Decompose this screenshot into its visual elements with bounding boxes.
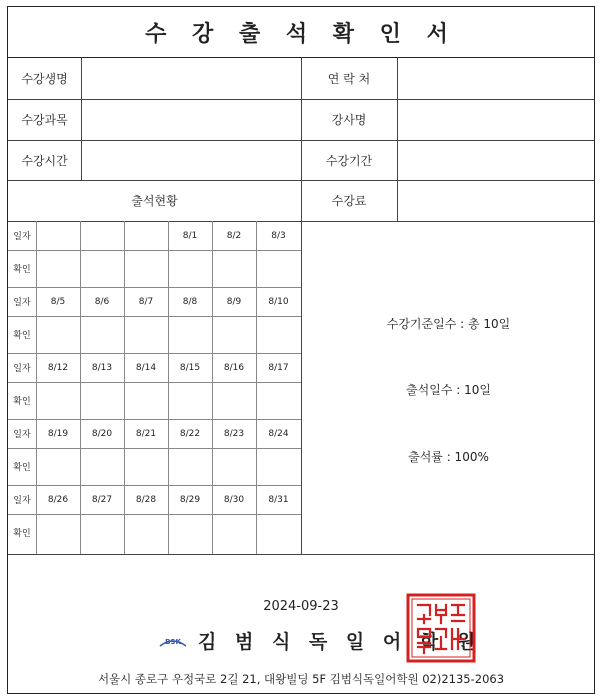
attendance-certificate (7, 6, 595, 694)
divider (8, 448, 301, 449)
date-cell: 8/17 (268, 362, 289, 373)
date-cell: 8/27 (91, 494, 113, 505)
issue-date: 2024-09-23 (263, 599, 339, 614)
divider (256, 221, 257, 554)
date-cell: 8/15 (179, 362, 201, 373)
date-cell: 8/30 (223, 494, 245, 505)
date-cell: 8/23 (223, 428, 245, 439)
attended-days-text: 출석일수 : 10일 (406, 383, 491, 397)
date-cell: 8/26 (47, 494, 69, 505)
contact-label: 연 락 처 (327, 71, 371, 86)
date-cell: 8/3 (271, 230, 286, 241)
divider (8, 250, 301, 251)
bsk-logo-icon (158, 632, 188, 650)
date-cell: 8/2 (226, 230, 242, 241)
divider (36, 221, 37, 554)
date-cell: 8/9 (226, 296, 242, 307)
date-cell: 8/1 (182, 230, 198, 241)
logo-text: BSK (165, 637, 181, 646)
date-cell: 8/14 (135, 362, 157, 373)
date-cell: 8/12 (47, 362, 69, 373)
period-label: 수강기간 (325, 153, 373, 168)
company-address: 서울시 종로구 우정국로 2길 21, 대왕빌딩 5F 김범식독일어학원 02)2135-2063 (97, 672, 505, 686)
check-row-label: 확인 (13, 265, 31, 275)
date-cell: 8/28 (135, 494, 157, 505)
date-cell: 8/13 (91, 362, 113, 373)
date-cell: 8/8 (182, 296, 198, 307)
date-cell: 8/21 (135, 428, 157, 439)
base-days-text: 수강기준일수 : 총 10일 (386, 317, 511, 331)
divider (397, 57, 398, 221)
time-label: 수강시간 (21, 153, 68, 168)
check-row-label: 확인 (13, 529, 31, 539)
fee-label: 수강료 (331, 194, 367, 208)
attendance-rate-text: 출석률 : 100% (408, 450, 489, 464)
divider (8, 382, 301, 383)
divider (8, 554, 594, 555)
check-row-label: 확인 (13, 331, 31, 341)
date-cell (36, 221, 80, 250)
date-cell: 8/16 (223, 362, 245, 373)
divider (212, 221, 213, 554)
attendance-status-label: 출석현황 (131, 194, 178, 208)
date-cell (80, 221, 124, 250)
divider (8, 514, 301, 515)
date-cell: 8/5 (50, 296, 66, 307)
check-row-label: 확인 (13, 463, 31, 473)
day-row-label: 일자 (13, 430, 31, 440)
date-cell: 8/10 (268, 296, 289, 307)
date-cell: 8/7 (138, 296, 154, 307)
company-seal-icon (406, 593, 476, 663)
date-cell: 8/24 (268, 428, 289, 439)
day-row-label: 일자 (13, 298, 31, 308)
company-name: 김 범 식 독 일 어 학 원 (198, 631, 482, 653)
divider (80, 221, 81, 554)
course-label: 수강과목 (21, 113, 68, 127)
date-cell: 8/22 (179, 428, 201, 439)
date-cell: 8/19 (47, 428, 69, 439)
student-name-label: 수강생명 (21, 71, 68, 86)
day-row-label: 일자 (13, 496, 31, 506)
check-row-label: 확인 (13, 397, 31, 407)
instructor-label: 강사명 (331, 113, 367, 127)
date-cell (124, 221, 168, 250)
divider (124, 221, 125, 554)
date-cell: 8/20 (91, 428, 113, 439)
day-row-label: 일자 (13, 364, 31, 374)
date-cell: 8/29 (179, 494, 201, 505)
divider (168, 221, 169, 554)
date-cell: 8/31 (268, 494, 289, 505)
day-row-label: 일자 (13, 232, 31, 242)
divider (8, 316, 301, 317)
date-cell: 8/6 (94, 296, 110, 307)
student-name-value (81, 57, 301, 99)
document-title: 수 강 출 석 확 인 서 (8, 7, 594, 58)
